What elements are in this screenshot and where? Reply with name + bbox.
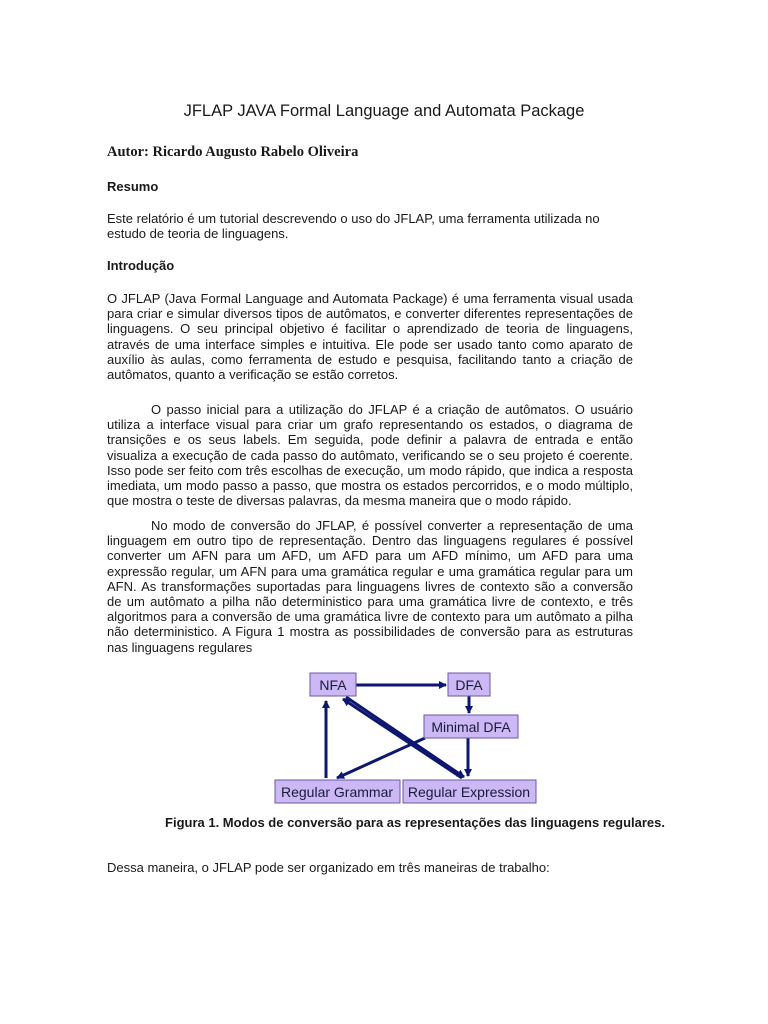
node-minimal-dfa-label: Minimal DFA — [431, 719, 511, 735]
node-dfa-label: DFA — [455, 677, 483, 693]
intro-paragraph-3: No modo de conversão do JFLAP, é possível converter a representação de uma linguagem em outro tipo de representação. Dentro das linguagens regulares é possível converter um AFN para um AFD, um AFD para um AFD mínimo, um AFD para uma expressão regular, um AFN para uma gramática regular e uma gramática regular para um AFN. As transformações suportadas para linguagens livres de contexto são a conversão de um autômato a pilha não deterministico para uma gramática livre de contexto, e três algoritmos para a conversão de uma gramática livre de contexto para um autômato a pilha não deterministico. A Figura 1 mostra as possibilidades de conversão para as estruturas nas linguagens regulares — [107, 518, 633, 655]
node-minimal-dfa — [424, 715, 518, 738]
intro-paragraph-4: Dessa maneira, o JFLAP pode ser organizado em três maneiras de trabalho: — [107, 860, 550, 875]
document-title: JFLAP JAVA Formal Language and Automata Package — [183, 102, 585, 120]
conversion-diagram — [270, 668, 550, 808]
intro-paragraph-1: O JFLAP (Java Formal Language and Automata Package) é uma ferramenta visual usada para criar e simular diversos tipos de autômatos, e converter diferentes representações de linguagens. O seu principal objetivo é facilitar o aprendizado de teoria de linguagens, através de uma interface simples e intuitiva. Ele pode ser usado tanto como aparato de auxílio às aulas, como ferramenta de estudo e pesquisa, facilitando tanto a criação de autômatos, quanto a verificação se estão corretos. — [107, 291, 633, 383]
author-line: Autor: Ricardo Augusto Rabelo Oliveira — [107, 144, 359, 160]
intro-paragraph-2: O passo inicial para a utilização do JFLAP é a criação de autômatos. O usuário utiliza a interface visual para criar um grafo representando os estados, o diagrama de transições e os seus labels. Em seguida, pode definir a palavra de entrada e então visualiza a execução de cada passo do autômato, verificando se o seu projeto é coerente. Isso pode ser feito com três escolhas de execução, um modo rápido, que indica a resposta imediata, um modo passo a passo, que mostra os estados percorridos, e o modo múltiplo, que mostra o teste de diversas palavras, da mesma maneira que o modo rápido. — [107, 402, 633, 509]
node-regular-expression — [403, 780, 536, 803]
node-dfa — [448, 673, 490, 696]
node-regular-grammar — [275, 780, 400, 803]
figure-caption: Figura 1. Modos de conversão para as representações das linguagens regulares. — [165, 815, 665, 830]
node-nfa — [310, 673, 356, 696]
heading-introducao: Introdução — [107, 258, 175, 273]
node-regular-grammar-label: Regular Grammar — [280, 784, 394, 800]
resumo-text: Este relatório é um tutorial descrevendo o uso do JFLAP, uma ferramenta utilizada no estudo de teoria de linguagens. — [107, 211, 600, 242]
node-nfa-label: NFA — [319, 677, 347, 693]
heading-resumo: Resumo — [107, 179, 159, 194]
node-regular-expression-label: Regular Expression — [407, 784, 531, 800]
